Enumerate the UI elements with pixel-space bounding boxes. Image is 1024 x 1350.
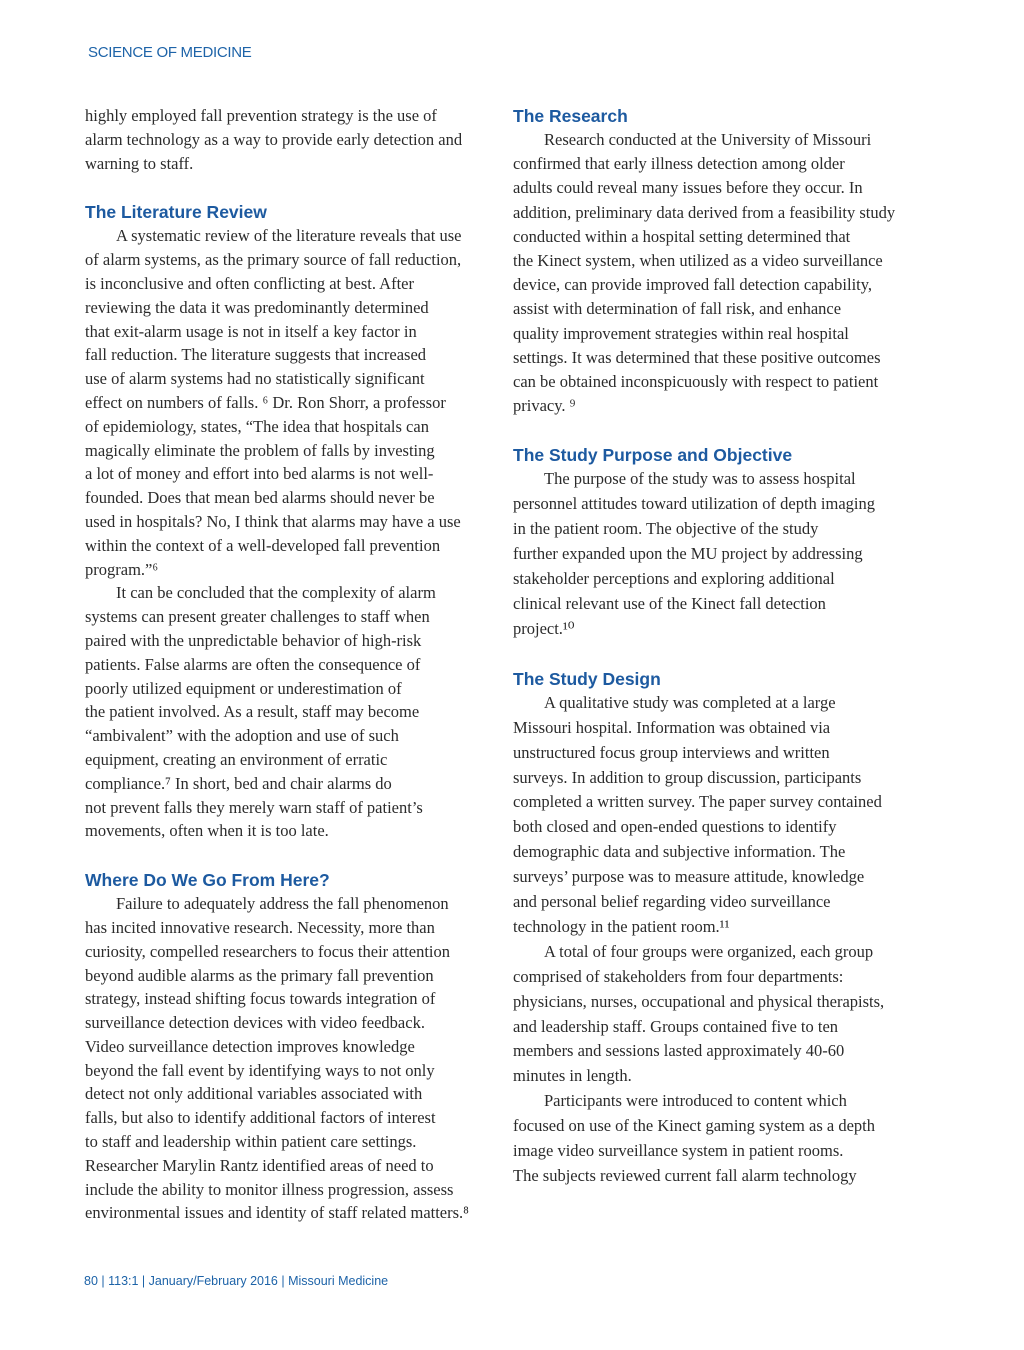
literature-review-heading: The Literature Review [85,202,267,223]
intro-paragraph: highly employed fall prevention strategy is the use of alarm technology as a way to provide early detection and warning to staff. [85,106,463,173]
section-label: SCIENCE OF MEDICINE [88,44,252,61]
research-paragraph: Research conducted at the University of Missouri confirmed that early illness detection among older adults could reveal many issues before they occur. In addition, preliminary data derived from a feasibility study conducted within a hospital setting determined that the Kinect system, when utilized as a video surveillance device, can provide improved fall detection capability, assist with determination of fall risk, and enhance quality improvement strategies within real hospital settings. It was determined that these positive outcomes can be obtained inconspicuously with respect to patient privacy. ⁹ [513,130,896,416]
where-do-we-go-heading: Where Do We Go From Here? [85,870,330,891]
research-heading: The Research [513,106,628,126]
study-purpose-heading: The Study Purpose and Objective [513,445,793,466]
literature-review-paragraph-2: It can be concluded that the complexity of alarm systems can present greater challenges to staff when paired with the unpredictable behavior of high-risk patients. False alarms are often the consequence of poorly utilized equipment or underestimation of the patient involved. As a result, staff may become “ambivalent” with the adoption and use of such equipment, creating an environment of erratic compliance.⁷ In short, bed and chair alarms do not prevent falls they merely warn staff of patient’s movements, often when it is too late. [85,583,436,841]
left-column [85,104,497,1225]
study-purpose-paragraph: The purpose of the study was to assess hospital personnel attitudes toward utilization of depth imaging in the patient room. The objective of the study further expanded upon the MU project by addressing stakeholder perceptions and exploring additional clinical relevant use of the Kinect fall detection project.¹⁰ [513,469,876,638]
study-design-paragraph-2: A total of four groups were organized, each group comprised of stakeholders from four departments: physicians, nurses, occupational and physical therapists, and leadership staff. Groups contained five to ten members and sessions lasted approximately 40-60 minutes in length. [513,941,885,1086]
where-do-we-go-paragraph: Failure to adequately address the fall phenomenon has incited innovative research. Necessity, more than curiosity, compelled researchers to focus their attention beyond audible alarms as the primary fall prevention strategy, instead shifting focus towards integration of surveillance detection devices with video feedback. Video surveillance detection improves knowledge beyond the fall event by identifying ways to not only detect not only additional variables associated with falls, but also to identify additional factors of interest to staff and leadership within patient care settings. Researcher Marylin Rantz identified areas of need to include the ability to monitor illness progression, assess environmental issues and identity of staff related matters.⁸ [85,894,469,1223]
right-column [513,104,925,1189]
literature-review-paragraph-1: A systematic review of the literature reveals that use of alarm systems, as the primary source of fall reduction, is inconclusive and often conflicting at best. After reviewing the data it was predominantly determined that exit-alarm usage is not in itself a key factor in fall reduction. The literature suggests that increased use of alarm systems had no statistically significant effect on numbers of falls. ⁶ Dr. Ron Shorr, a professor of epidemiology, states, “The idea that hospitals can magically eliminate the problem of falls by investing a lot of money and effort into bed alarms is not well- founded. Does that mean bed alarms should never be used in hospitals? No, I think that alarms may have a use within the context of a well-developed fall prevention program.”⁶ [85,226,462,579]
study-design-paragraph-4: The subjects reviewed current fall alarm technology [513,1166,857,1185]
page-footer: 80 | 113:1 | January/February 2016 | Missouri Medicine [84,1274,389,1288]
study-design-paragraph-3: Participants were introduced to content which focused on use of the Kinect gaming system as a depth image video surveillance system in patient rooms. [513,1091,875,1161]
study-design-heading: The Study Design [513,668,661,689]
study-design-paragraph-1: A qualitative study was completed at a large Missouri hospital. Information was obtained via unstructured focus group interviews and written surveys. In addition to group discussion, participants completed a written survey. The paper survey contained both closed and open-ended questions to identify demographic data and subjective information. The surveys’ purpose was to measure attitude, knowledge and personal belief regarding video surveillance technology in the patient room.¹¹ [513,692,882,936]
